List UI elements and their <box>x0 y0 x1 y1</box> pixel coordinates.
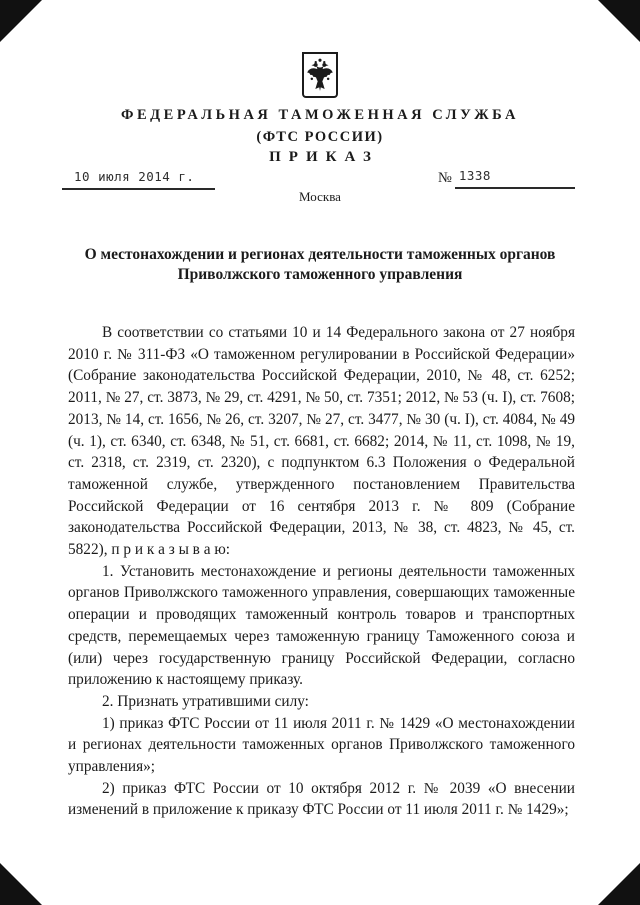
paragraph-item-1: 1. Установить местонахождение и регионы деятельности таможенных органов Приволжского таможенного управления, совершающих таможенные операции и проводящих таможенный контроль товаров и транспортных средств, перемещаемых через таможенную границу Таможенного союза и (или) через государственную границу Российской Федерации, согласно приложению к настоящему приказу. <box>68 562 575 689</box>
coat-of-arms-emblem-box <box>302 52 338 98</box>
number-sign: № <box>438 170 452 186</box>
date-value: 10 июля 2014 г. <box>74 169 195 184</box>
scan-corner-artifact-bottom-left <box>0 863 42 905</box>
document-title-line1: О местонахождении и регионах деятельности таможенных органов <box>84 246 556 263</box>
double-headed-eagle-icon <box>306 56 334 94</box>
paragraph-subitem-2: 2) приказ ФТС России от 10 октября 2012 г. № 2039 «О внесении изменений в приложение к приказу ФТС России от 11 июля 2011 г. № 1429»; <box>68 779 575 819</box>
scan-corner-artifact-top-right <box>598 0 640 42</box>
organization-name: ФЕДЕРАЛЬНАЯ ТАМОЖЕННАЯ СЛУЖБА <box>121 107 519 123</box>
number-field <box>438 167 575 189</box>
number-value: 1338 <box>458 168 491 183</box>
document-title <box>50 245 590 285</box>
number-underline <box>455 167 575 189</box>
document-title-line2: Приволжского таможенного управления <box>177 266 463 283</box>
document-body <box>68 322 575 821</box>
date-field <box>62 168 215 190</box>
paragraph-subitem-1: 1) приказ ФТС России от 11 июля 2011 г. № 1429 «О местонахождении и регионах деятельности таможенных органов Приволжского таможенного управления»; <box>68 714 575 776</box>
document-type-heading: ПРИКАЗ <box>269 149 379 165</box>
scan-corner-artifact-top-left <box>0 0 42 42</box>
scan-corner-artifact-bottom-right <box>598 863 640 905</box>
city-label: Москва <box>299 189 341 204</box>
organization-short-name: (ФТС РОССИИ) <box>256 129 384 145</box>
paragraph-item-2: 2. Признать утратившими силу: <box>102 692 309 710</box>
paragraph-preamble: В соответствии со статьями 10 и 14 Федерального закона от 27 ноября 2010 г. № 311-ФЗ «О таможенном регулировании в Российской Федерации» (Собрание законодательства Российской Федерации, 2010, № 48, ст. 6252; 2011, № 27, ст. 3873, № 29, ст. 4291, № 50, ст. 7351; 2012, № 53 (ч. I), ст. 7608; 2013, № 14, ст. 1656, № 26, ст. 3207, № 27, ст. 3477, № 30 (ч. I), ст. 4084, № 49 (ч. 1), ст. 6340, ст. 6348, № 51, ст. 6681, ст. 6682; 2014, № 11, ст. 1098, № 19, ст. 2318, ст. 2319, ст. 2320), с подпунктом 6.3 Положения о Федеральной таможенной службе, утвержденного постановлением Правительства Российской Федерации от 16 сентября 2013 г. № 809 (Собрание законодательства Российской Федерации, 2013, № 38, ст. 4823, № 45, ст. 5822), п р и к а з ы в а ю: <box>68 324 575 559</box>
